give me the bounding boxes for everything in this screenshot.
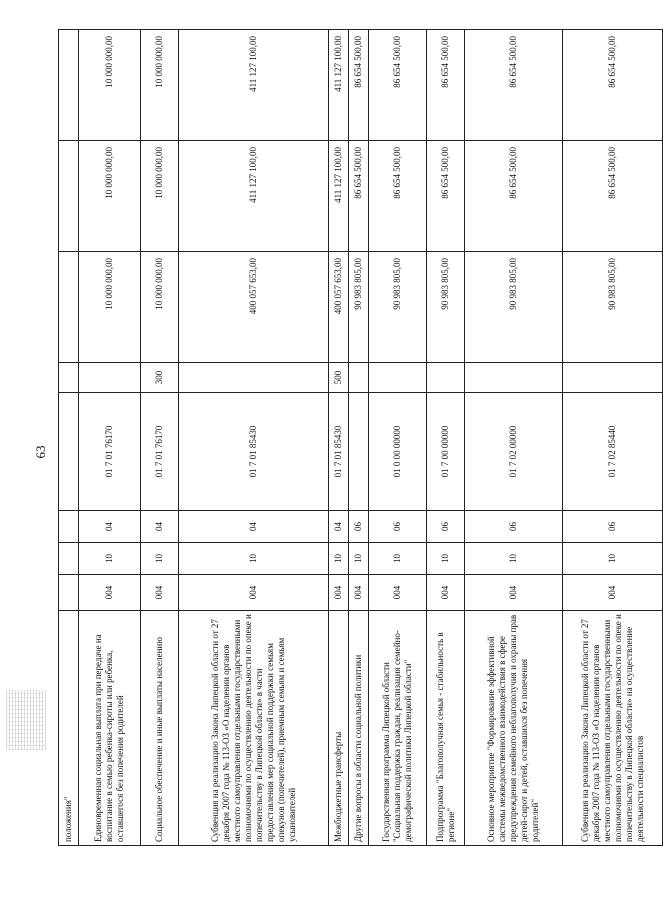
amount-year-3-cell: 86 654 500,00	[349, 30, 369, 141]
target-article-cell: 01 7 01 76170	[79, 393, 141, 511]
target-article-cell	[59, 393, 79, 511]
target-article-cell: 01 7 02 00000	[465, 393, 563, 511]
target-article-cell: 01 7 02 85440	[563, 393, 663, 511]
table-row	[369, 30, 427, 846]
faded-stamp-mark	[6, 690, 46, 750]
expense-type-cell: 500	[329, 363, 349, 393]
table-row	[465, 30, 563, 846]
table-row	[179, 30, 329, 846]
page-number: 63	[33, 445, 48, 459]
amount-year-1-cell: 90 983 805,00	[465, 252, 563, 363]
amount-year-1-cell: 10 000 000,00	[141, 252, 179, 363]
expense-type-cell	[59, 363, 79, 393]
budget-table-wrapper	[58, 30, 645, 846]
admin-code-cell: 004	[141, 575, 179, 611]
subsection-code-cell: 06	[349, 511, 369, 543]
section-code-cell: 10	[179, 543, 329, 575]
row-name-cell: Подпрограмма "Благополучная семья - стабильность в регионе"	[427, 611, 465, 846]
expense-type-cell: 300	[141, 363, 179, 393]
budget-table	[58, 29, 663, 846]
table-row	[427, 30, 465, 846]
amount-year-1-cell: 90 983 805,00	[349, 252, 369, 363]
row-name-cell: Субвенция на реализацию Закона Липецкой области от 27 декабря 2007 года № 113-ОЗ «О наделении органов местного самоуправления отдельными государственными полномочиями по осуществлению деятельности по опеке и попечительству в Липецкой области» на осуществление деятельности специалистов	[563, 611, 663, 846]
admin-code-cell: 004	[369, 575, 427, 611]
amount-year-2-cell: 86 654 500,00	[369, 141, 427, 252]
section-code-cell: 10	[349, 543, 369, 575]
amount-year-1-cell: 400 057 653,00	[179, 252, 329, 363]
subsection-code-cell: 04	[141, 511, 179, 543]
expense-type-cell	[465, 363, 563, 393]
amount-year-3-cell: 86 654 500,00	[465, 30, 563, 141]
target-article-cell	[349, 393, 369, 511]
amount-year-2-cell: 86 654 500,00	[563, 141, 663, 252]
amount-year-2-cell: 10 000 000,00	[141, 141, 179, 252]
admin-code-cell: 004	[329, 575, 349, 611]
amount-year-2-cell: 411 127 100,00	[329, 141, 349, 252]
row-name-cell: Межбюджетные трансферты	[329, 611, 349, 846]
expense-type-cell	[79, 363, 141, 393]
expense-type-cell	[427, 363, 465, 393]
amount-year-2-cell: 86 654 500,00	[465, 141, 563, 252]
section-code-cell: 10	[427, 543, 465, 575]
amount-year-3-cell: 10 000 000,00	[79, 30, 141, 141]
amount-year-2-cell: 86 654 500,00	[349, 141, 369, 252]
table-row	[349, 30, 369, 846]
target-article-cell: 01 0 00 00000	[369, 393, 427, 511]
amount-year-3-cell: 86 654 500,00	[427, 30, 465, 141]
row-name-cell: положения"	[59, 611, 79, 846]
amount-year-1-cell: 90 983 805,00	[563, 252, 663, 363]
admin-code-cell: 004	[349, 575, 369, 611]
table-row	[59, 30, 79, 846]
subsection-code-cell	[59, 511, 79, 543]
section-code-cell: 10	[329, 543, 349, 575]
subsection-code-cell: 06	[427, 511, 465, 543]
row-name-cell: Другие вопросы в области социальной политики	[349, 611, 369, 846]
row-name-cell: Социальное обеспечение и иные выплаты населению	[141, 611, 179, 846]
section-code-cell: 10	[465, 543, 563, 575]
expense-type-cell	[349, 363, 369, 393]
amount-year-3-cell: 411 127 100,00	[329, 30, 349, 141]
subsection-code-cell: 06	[369, 511, 427, 543]
amount-year-1-cell: 90 983 805,00	[369, 252, 427, 363]
amount-year-2-cell: 411 127 100,00	[179, 141, 329, 252]
target-article-cell: 01 7 01 85430	[329, 393, 349, 511]
table-row	[563, 30, 663, 846]
table-row	[141, 30, 179, 846]
amount-year-3-cell	[59, 30, 79, 141]
row-name-cell: Основное мероприятие "Формирование эффективной системы межведомственного взаимодействия в сфере предупреждения семейного неблагополучия и охраны прав детей-сирот и детей, оставшихся без попечения родителей"	[465, 611, 563, 846]
section-code-cell: 10	[563, 543, 663, 575]
subsection-code-cell: 06	[465, 511, 563, 543]
amount-year-3-cell: 86 654 500,00	[369, 30, 427, 141]
subsection-code-cell: 06	[563, 511, 663, 543]
amount-year-1-cell	[59, 252, 79, 363]
subsection-code-cell: 04	[329, 511, 349, 543]
amount-year-1-cell: 90 983 805,00	[427, 252, 465, 363]
row-name-cell: Государственная программа Липецкой области "Социальная поддержка граждан, реализация семейно-демографической политики Липецкой области"	[369, 611, 427, 846]
expense-type-cell	[369, 363, 427, 393]
section-code-cell: 10	[79, 543, 141, 575]
admin-code-cell: 004	[427, 575, 465, 611]
subsection-code-cell: 04	[179, 511, 329, 543]
row-name-cell: Единовременная социальная выплата при передаче на воспитание в семью ребенка-сироты или ребенка, оставшегося без попечения родителей	[79, 611, 141, 846]
rotated-table-container	[58, 30, 645, 846]
admin-code-cell	[59, 575, 79, 611]
subsection-code-cell: 04	[79, 511, 141, 543]
amount-year-3-cell: 411 127 100,00	[179, 30, 329, 141]
amount-year-1-cell: 10 000 000,00	[79, 252, 141, 363]
amount-year-1-cell: 400 057 653,00	[329, 252, 349, 363]
expense-type-cell	[179, 363, 329, 393]
amount-year-2-cell	[59, 141, 79, 252]
table-row	[79, 30, 141, 846]
row-name-cell: Субвенция на реализацию Закона Липецкой области от 27 декабря 2007 года № 113-ОЗ «О наделении органов местного самоуправления отдельными государственными полномочиями по осуществлению деятельности по опеке и попечительству в Липецкой области» в части предоставления мер социальной поддержки семьям опекунов (попечителей), приемным семьям и семьям усыновителей	[179, 611, 329, 846]
amount-year-3-cell: 86 654 500,00	[563, 30, 663, 141]
target-article-cell: 01 7 01 85430	[179, 393, 329, 511]
table-body	[59, 30, 663, 846]
expense-type-cell	[563, 363, 663, 393]
section-code-cell: 10	[369, 543, 427, 575]
amount-year-2-cell: 86 654 500,00	[427, 141, 465, 252]
target-article-cell: 01 7 00 00000	[427, 393, 465, 511]
amount-year-2-cell: 10 000 000,00	[79, 141, 141, 252]
target-article-cell: 01 7 01 76170	[141, 393, 179, 511]
section-code-cell	[59, 543, 79, 575]
admin-code-cell: 004	[563, 575, 663, 611]
admin-code-cell: 004	[79, 575, 141, 611]
section-code-cell: 10	[141, 543, 179, 575]
admin-code-cell: 004	[179, 575, 329, 611]
admin-code-cell: 004	[465, 575, 563, 611]
table-row	[329, 30, 349, 846]
amount-year-3-cell: 10 000 000,00	[141, 30, 179, 141]
